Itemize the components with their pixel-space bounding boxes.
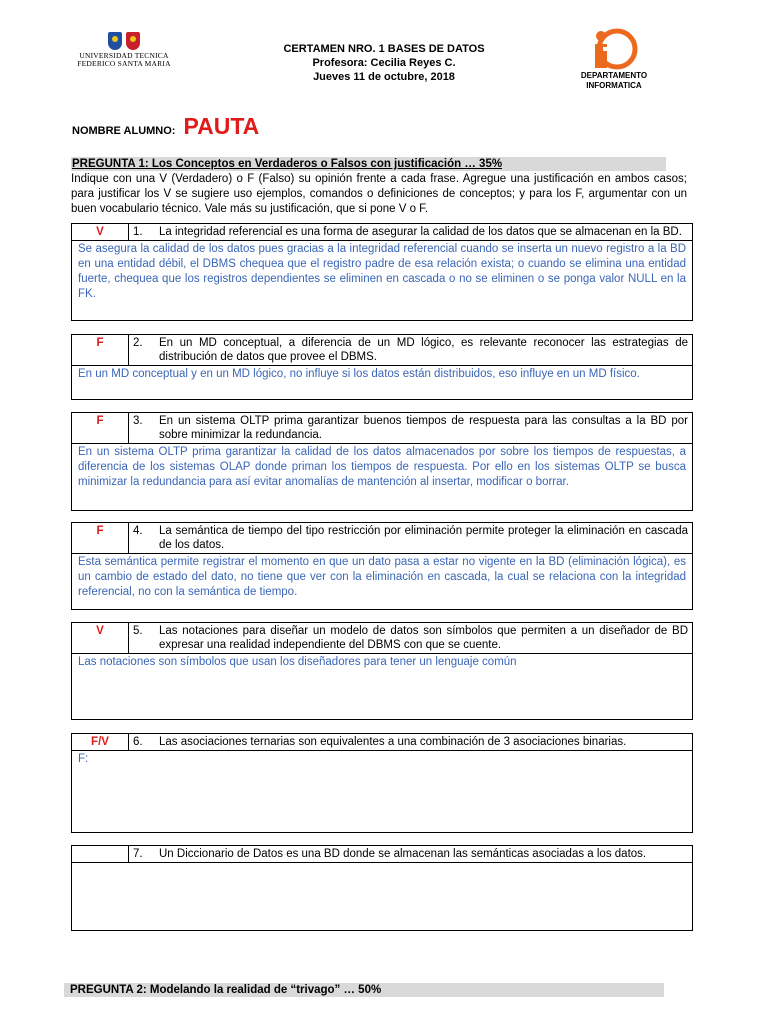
question-item-3 (71, 412, 693, 511)
department-name-line-1: DEPARTAMENTO (580, 71, 648, 80)
item-justification: En un MD conceptual y en un MD lógico, no influye si los datos están distribuidos, eso influye en un MD físico. (78, 368, 640, 380)
student-name-row (72, 113, 259, 140)
question-item-2 (71, 334, 693, 400)
answer-mark (72, 846, 129, 862)
answer-mark: V (72, 623, 129, 653)
student-name-label: NOMBRE ALUMNO: (72, 125, 176, 137)
item-justification: Se asegura la calidad de los datos pues gracias a la integridad referencial cuando se inserta un nuevo registro a la BD en una entidad débil, el DBMS chequea que el registro padre de esa relación exista; o cuando se elimina una entidad fuerte, chequea que los registros dependientes se eliminen en cascada o no se eliminen o se ponga valor NULL en la FK. (78, 243, 686, 300)
item-number: 2. (133, 337, 143, 349)
question-1-title: PREGUNTA 1: Los Conceptos en Verdaderos o Falsos con justificación … 35% (71, 157, 666, 171)
item-number: 6. (133, 736, 143, 748)
item-number: 4. (133, 525, 143, 537)
question-1-instructions: Indique con una V (Verdadero) o F (Falso) su opinión frente a cada frase. Agregue una justificación en ambos casos; para justificar los V se sugiere uso ejemplos, comandos o definiciones de conceptos; y para los F, argumentar con un buen vocabulario técnico. Vale más su justificación, que si pone V o F. (71, 173, 687, 215)
student-name-value: PAUTA (183, 113, 260, 139)
university-name-line-1: UNIVERSIDAD TECNICA (79, 51, 169, 60)
answer-mark: F (72, 523, 129, 553)
item-statement: Las notaciones para diseñar un modelo de datos son símbolos que permiten a un diseñador de BD expresar una realidad independiente del DBMS con que se cuente. (159, 625, 688, 651)
di-logo-icon (581, 27, 647, 71)
exam-date: Jueves 11 de octubre, 2018 (313, 71, 455, 83)
item-statement: En un MD conceptual, a diferencia de un MD lógico, es relevante reconocer las estrategias de distribución de datos que provee el DBMS. (159, 337, 688, 363)
answer-mark: F (72, 335, 129, 365)
answer-mark: V (72, 224, 129, 240)
exam-professor: Profesora: Cecilia Reyes C. (312, 57, 456, 69)
item-number: 1. (133, 226, 143, 238)
item-number: 3. (133, 415, 143, 427)
university-name-line-2: FEDERICO SANTA MARIA (77, 59, 171, 68)
question-item-1 (71, 223, 693, 321)
item-justification: En un sistema OLTP prima garantizar la calidad de los datos almacenados por sobre los tiempos de respuestas, a diferencia de los sistemas OLAP donde priman los tiempos de respuesta. Por ello en los sistemas OLTP se busca minimizar la redundancia para así evitar anomalías de mantención al insertar, modificar o borrar. (78, 446, 686, 488)
answer-mark: F (72, 413, 129, 443)
department-logo (562, 27, 666, 91)
answer-mark: F/V (72, 734, 129, 750)
department-name-line-2: INFORMATICA (586, 81, 642, 90)
item-justification: Las notaciones son símbolos que usan los diseñadores para tener un lenguaje común (78, 656, 517, 668)
item-number: 5. (133, 625, 143, 637)
item-justification[interactable]: F: (78, 753, 89, 765)
question-item-6 (71, 733, 693, 833)
question-item-7 (71, 845, 693, 931)
question-item-4 (71, 522, 693, 610)
question-item-5 (71, 622, 693, 720)
question-2-title: PREGUNTA 2: Modelando la realidad de “trivago” … 50% (64, 983, 664, 997)
item-statement: La integridad referencial es una forma de asegurar la calidad de los datos que se almacenan en la BD. (159, 226, 682, 238)
item-statement: En un sistema OLTP prima garantizar buenos tiempos de respuesta para las consultas a la BD por sobre minimizar la redundancia. (159, 415, 688, 441)
item-justification[interactable] (72, 863, 692, 865)
item-justification: Esta semántica permite registrar el momento en que un dato pasa a estar no vigente en la BD (eliminación lógica), es un cambio de estado del dato, no tiene que ver con la eliminación en cascada, la cual se relaciona con la integridad referencial, no con la semántica de tiempo. (78, 556, 686, 598)
exam-title: CERTAMEN NRO. 1 BASES DE DATOS (283, 43, 485, 55)
item-statement: Las asociaciones ternarias son equivalentes a una combinación de 3 asociaciones binarias. (159, 736, 627, 748)
item-number: 7. (133, 848, 143, 860)
item-statement: La semántica de tiempo del tipo restricción por eliminación permite proteger la eliminación en cascada de los datos. (159, 525, 688, 551)
item-statement: Un Diccionario de Datos es una BD donde se almacenan las semánticas asociadas a los datos. (159, 848, 647, 860)
